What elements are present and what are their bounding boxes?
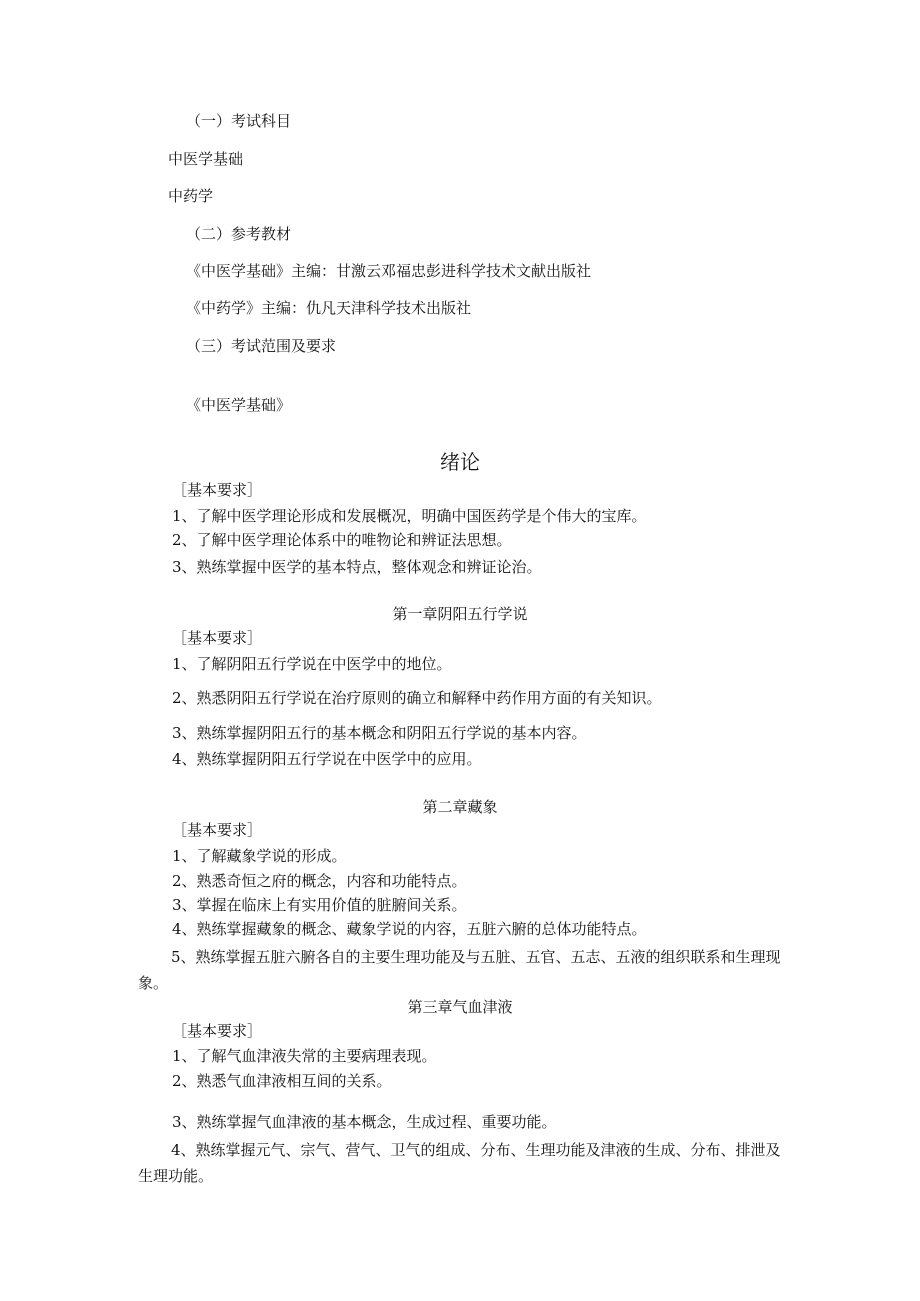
textbook-item: 《中医学基础》主编：甘激云邓福忠彭进科学技术文献出版社 [186,262,592,280]
requirement-label: ［基本要求］ [172,821,263,839]
list-item: 4、熟练掌握阴阳五行学说在中医学中的应用。 [172,750,482,768]
scope-heading: （三）考试范围及要求 [186,337,337,355]
list-item: 1、了解藏象学说的形成。 [172,847,347,865]
list-item: 2、熟悉阴阳五行学说在治疗原则的确立和解释中药作用方面的有关知识。 [172,689,662,707]
list-item: 3、掌握在临床上有实用价值的脏腑间关系。 [172,896,467,914]
chapter-title: 第一章阴阳五行学说 [392,605,528,623]
subjects-heading: （一）考试科目 [186,112,292,130]
list-item: 1、了解气血津液失常的主要病理表现。 [172,1047,437,1065]
requirement-label: ［基本要求］ [172,629,263,647]
list-item: 1、了解中医学理论形成和发展概况，明确中国医药学是个伟大的宝库。 [172,507,647,525]
textbook-item: 《中药学》主编：仇凡天津科学技术出版社 [186,299,472,317]
book-title: 《中医学基础》 [186,396,292,414]
list-item: 4、熟练掌握藏象的概念、藏象学说的内容，五脏六腑的总体功能特点。 [172,920,647,938]
textbooks-heading: （二）参考教材 [186,225,292,243]
list-item: 3、熟练掌握中医学的基本特点，整体观念和辨证论治。 [172,558,542,576]
list-item: 2、了解中医学理论体系中的唯物论和辨证法思想。 [172,531,512,549]
list-item: 3、熟练掌握阴阳五行的基本概念和阴阳五行学说的基本内容。 [172,724,587,742]
requirement-label: ［基本要求］ [172,481,263,499]
subject-item: 中药学 [168,187,214,205]
intro-title: 绪论 [440,450,480,474]
list-item: 4、熟练掌握元气、宗气、营气、卫气的组成、分布、生理功能及津液的生成、分布、排泄及生理功能。 [138,1141,781,1185]
list-item: 2、熟悉奇恒之府的概念，内容和功能特点。 [172,872,467,890]
chapter-title: 第三章气血津液 [407,998,513,1016]
subject-item: 中医学基础 [168,150,244,168]
list-item: 5、熟练掌握五脏六腑各自的主要生理功能及与五脏、五官、五志、五液的组织联系和生理现象。 [138,948,781,992]
list-item: 2、熟悉气血津液相互间的关系。 [172,1072,392,1090]
list-item: 3、熟练掌握气血津液的基本概念，生成过程、重要功能。 [172,1113,557,1131]
requirement-label: ［基本要求］ [172,1022,263,1040]
list-item: 1、了解阴阳五行学说在中医学中的地位。 [172,655,452,673]
chapter-title: 第二章藏象 [422,798,498,816]
